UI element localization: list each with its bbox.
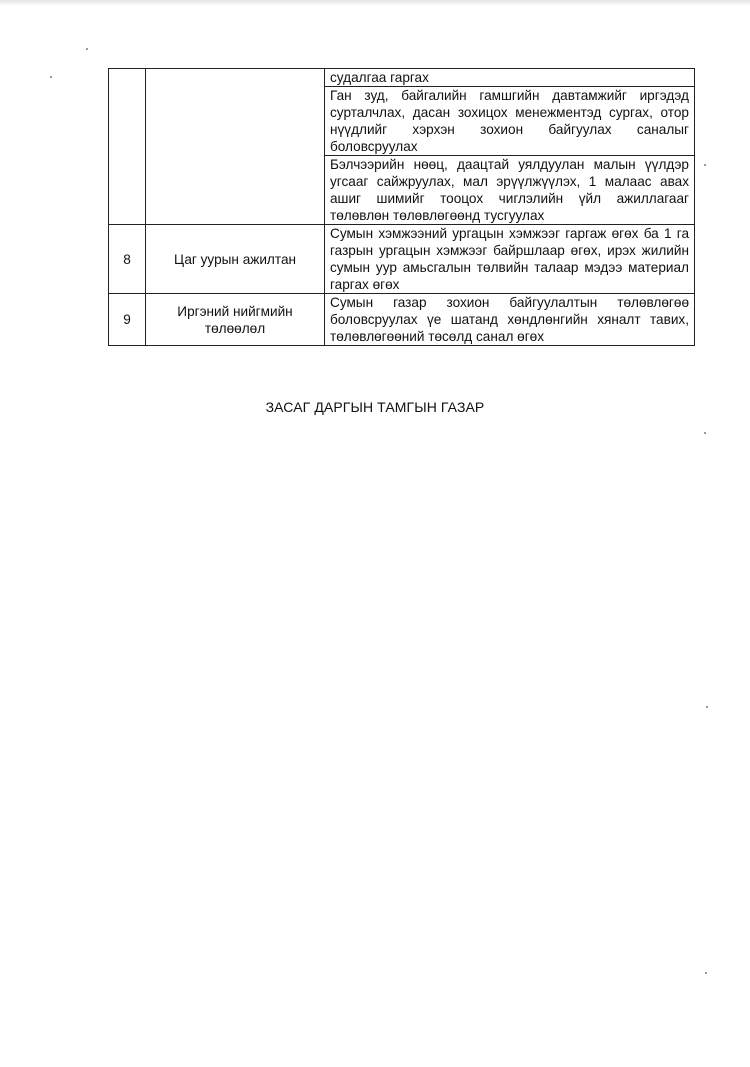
responsibilities-table: [108, 68, 695, 346]
scan-speck: [705, 972, 707, 974]
table-row: [109, 225, 695, 294]
scan-speck: [50, 76, 52, 78]
scan-edge-shadow: [0, 0, 750, 6]
task-cell: Сумын хэмжээний ургацын хэмжээг гаргаж өгөх ба 1 га газрын ургацын хэмжээг байршлаар өгөх, ирэх жилийн сумын уур амьсгалын төлвийн талаар мэдээ материал гаргах өгөх: [325, 225, 695, 294]
task-cell: Ган зуд, байгалийн гамшгийн давтамжийг иргэдэд сурталчлах, дасан зохицох менежментэд сургах, отор нүүдлийг хэрхэн зохион байгуулах саналыг боловсруулах: [325, 87, 695, 156]
scan-speck: [706, 706, 708, 708]
role-name: Иргэний нийгмийн төлөөлөл: [146, 294, 325, 346]
office-title: ЗАСАГ ДАРГЫН ТАМГЫН ГАЗАР: [265, 399, 485, 415]
scan-speck: [704, 164, 706, 166]
role-name: Цаг уурын ажилтан: [146, 225, 325, 294]
role-name: [146, 69, 325, 225]
task-cell: Бэлчээрийн нөөц, даацтай уялдуулан малын үүлдэр угсааг сайжруулах, мал эрүүлжүүлэх, 1 малаас авах ашиг шимийг тооцох чиглэлийн үйл ажиллагааг төлөвлөн төлөвлөгөөнд тусгуулах: [325, 156, 695, 225]
row-number: [109, 69, 146, 225]
scan-speck: [86, 48, 88, 50]
row-number: 9: [109, 294, 146, 346]
task-cell: судалгаа гаргах: [325, 69, 695, 87]
table-row: [109, 294, 695, 346]
scan-speck: [704, 432, 706, 434]
row-number: 8: [109, 225, 146, 294]
table-row: [109, 69, 695, 87]
task-cell: Сумын газар зохион байгуулалтын төлөвлөгөө боловсруулах үе шатанд хөндлөнгийн хяналт тавих, төлөвлөгөөний төсөлд санал өгөх: [325, 294, 695, 346]
